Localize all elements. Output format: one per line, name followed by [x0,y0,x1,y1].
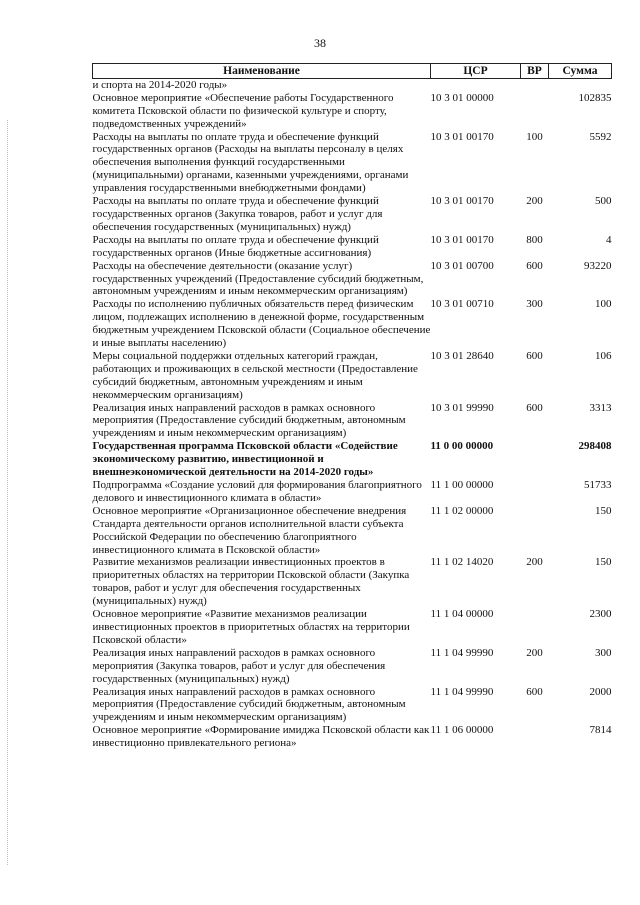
row-code: 11 1 02 14020 [430,556,494,569]
row-sum: 4 [606,233,612,246]
row-sum: 106 [595,349,612,362]
row-vr [521,479,549,505]
row-name: Расходы на выплаты по оплате труда и обеспечение функций государственных органов (Закупка товаров, работ и услуг для обеспечения государственных (муниципальных) нужд) [92,195,383,233]
row-code: 11 0 00 00000 [430,440,494,453]
row-sum: 93220 [584,259,612,272]
header-code: ЦСР [431,64,521,79]
row-code: 10 3 01 00710 [430,298,494,311]
row-name: Расходы на обеспечение деятельности (оказание услуг) государственных учреждений (Предоставление субсидий бюджетным, автономным учреждениям и иным некоммерческим организациям) [92,259,424,298]
row-name: Расходы на выплаты по оплате труда и обеспечение функций государственных органов (Расходы на выплаты персоналу в целях обеспечения выполнения функций государственными (муниципальными) органами, казенными учреждениями, органами управления государственными внебюджетными фондами) [92,130,409,195]
row-sum: 3313 [589,401,612,414]
row-sum: 100 [595,298,612,311]
table-header-row [93,64,612,79]
row-name: Основное мероприятие «Обеспечение работы Государственного комитета Псковской области по физической культуре и спорту, подведомственных учреждений» [92,91,394,130]
table-row [93,608,612,647]
header-vr: ВР [521,64,549,79]
table-row [93,556,612,608]
row-name: Государственная программа Псковской области «Содействие экономическому развитию, инвестиционной и внешнеэкономической деятельности на 2014-2020 годы» [92,440,398,479]
row-code: 10 3 01 00000 [430,91,494,104]
row-vr: 600 [526,401,543,414]
table-row [93,505,612,557]
row-vr: 300 [526,298,543,311]
row-sum: 2300 [589,608,612,621]
row-name: Подпрограмма «Создание условий для формирования благоприятного делового и инвестиционного климата в области» [92,479,422,504]
budget-table [92,63,612,750]
row-sum: 500 [595,195,612,208]
row-sum: 150 [595,504,612,517]
table-row [93,647,612,686]
row-vr [521,608,549,647]
row-name: Основное мероприятие «Формирование имиджа Псковской области как инвестиционно привлекательного региона» [92,724,430,750]
row-name: Расходы на выплаты по оплате труда и обеспечение функций государственных органов (Иные бюджетные ассигнования) [92,233,379,259]
row-vr: 200 [526,556,543,569]
row-code: 11 1 02 00000 [430,504,494,517]
row-name: Реализация иных направлений расходов в рамках основного мероприятия (Предоставление субсидий бюджетным, автономным учреждениям и иным некоммерческим организациям) [92,685,406,724]
row-name: Основное мероприятие «Развитие механизмов реализации инвестиционных проектов в приоритетных областях на территории Псковской области» [92,608,410,646]
row-vr [521,92,549,131]
header-name: Наименование [93,64,431,79]
row-sum: 51733 [584,479,612,491]
row-vr: 800 [526,233,543,246]
row-vr: 200 [526,646,543,659]
row-code: 10 3 01 00170 [430,233,494,246]
row-sum: 102835 [578,91,612,104]
table-row [93,686,612,725]
row-name: Развитие механизмов реализации инвестиционных проектов в приоритетных областях на территории Псковской области (Закупка товаров, работ и услуг для обеспечения государственных (муниципальных) нужд) [92,556,410,608]
table-row [93,479,612,505]
row-sum [549,78,612,91]
table-row [93,78,612,91]
row-vr: 600 [526,349,543,362]
row-sum: 298408 [578,440,612,453]
row-code: 11 1 00 00000 [430,479,494,491]
row-name: Основное мероприятие «Организационное обеспечение внедрения Стандарта деятельности органов исполнительной власти субъекта Российской Федерации по обеспечению благоприятного инвестиционного климата в Псковской области» [92,504,407,556]
row-code: 10 3 01 00170 [430,195,494,208]
row-sum: 150 [595,556,612,569]
row-vr: 600 [526,685,543,698]
row-vr [521,724,549,750]
row-vr: 600 [526,259,543,272]
row-code: 10 3 01 00170 [430,130,494,143]
row-vr [521,440,549,479]
table-row [93,195,612,234]
row-sum: 300 [595,646,612,659]
table-row [93,260,612,299]
table-row [93,92,612,131]
row-code: 11 1 06 00000 [430,724,494,737]
header-sum: Сумма [549,64,612,79]
row-vr [521,505,549,557]
row-name: Меры социальной поддержки отдельных категорий граждан, работающих и проживающих в сельской местности (Предоставление субсидий бюджетным, автономным учреждениям и иным некоммерческим организациям) [92,349,418,401]
row-sum: 2000 [589,685,612,698]
row-code: 10 3 01 00700 [430,259,494,272]
table-row [93,131,612,196]
table-row [93,440,612,479]
table-row [93,402,612,441]
row-vr: 200 [526,195,543,208]
table-row [93,298,612,350]
table-row [93,350,612,402]
row-code: 10 3 01 99990 [430,401,494,414]
row-code: 11 1 04 99990 [430,685,494,698]
table-row [93,724,612,750]
row-vr: 100 [526,130,543,143]
row-sum: 5592 [589,130,612,143]
row-code [431,78,521,91]
table-row [93,234,612,260]
table-body [93,78,612,750]
row-name: Расходы по исполнению публичных обязательств перед физическим лицом, подлежащих исполнению в денежной форме, государственным бюджетным учреждением Псковской области (Социальное обеспечение и иные выплаты населению) [92,298,431,350]
row-name: и спорта на 2014-2020 годы» [92,78,228,91]
row-code: 11 1 04 00000 [430,608,494,621]
row-sum: 7814 [589,724,612,737]
row-name: Реализация иных направлений расходов в рамках основного мероприятия (Закупка товаров, работ и услуг для обеспечения государственных (муниципальных) нужд) [92,646,386,685]
row-name: Реализация иных направлений расходов в рамках основного мероприятия (Предоставление субсидий бюджетным, автономным учреждениям и иным некоммерческим организациям) [92,401,406,440]
page-number: 38 [314,36,326,50]
row-code: 11 1 04 99990 [430,646,494,659]
row-code: 10 3 01 28640 [430,349,494,362]
page-edge-margin [7,120,8,865]
row-vr [521,78,549,91]
